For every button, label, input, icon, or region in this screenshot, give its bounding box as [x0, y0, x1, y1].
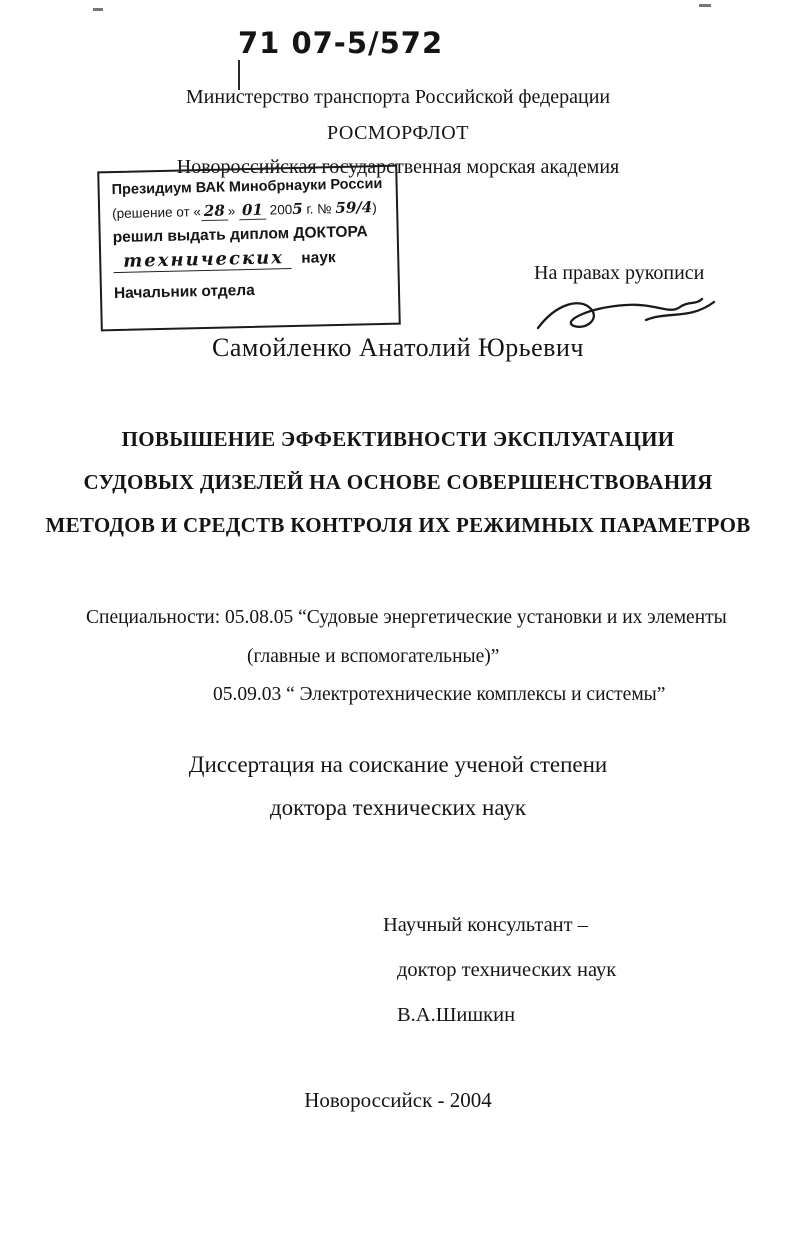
consultant-role: Научный консультант – [383, 914, 588, 936]
title-line-3: МЕТОДОВ И СРЕДСТВ КОНТРОЛЯ ИХ РЕЖИМНЫХ ПАРАМЕТРОВ [45, 513, 751, 537]
organization-line: РОСМОРФЛОТ [327, 122, 469, 144]
stamp-resolution-line: решил выдать диплом ДОКТОРА [112, 223, 368, 247]
handwritten-day: 28 [201, 201, 228, 221]
manuscript-rights-note: На правах рукописи [534, 262, 705, 284]
handwritten-month: 01 [239, 201, 266, 221]
specialty-line-3: 05.09.03 “ Электротехнические комплексы и системы” [213, 684, 666, 705]
consultant-degree: доктор технических наук [397, 959, 617, 981]
stamp-field-line: технических наук [113, 245, 389, 273]
consultant-block [383, 903, 616, 1038]
stamp-official-line: Начальник отдела [113, 281, 255, 303]
specialty-line-2: (главные и вспомогательные)” [247, 646, 500, 667]
ministry-line: Министерство транспорта Российской федерации [185, 86, 611, 108]
title-line-2: СУДОВЫХ ДИЗЕЛЕЙ НА ОСНОВЕ СОВЕРШЕНСТВОВАНИЯ [83, 470, 713, 494]
dissertation-statement-line-2: доктора технических наук [269, 795, 527, 820]
stamp-authority-line: Президиум ВАК Минобрнауки России [111, 175, 383, 199]
scan-artifact [699, 4, 711, 7]
academy-line: Новороссийская государственная морская академия [176, 156, 620, 178]
handwritten-number: 59/4 [335, 198, 373, 218]
catalog-number: 71 07-5/572 [238, 26, 444, 60]
author-name: Самойленко Анатолий Юрьевич [212, 333, 584, 362]
title-line-1: ПОВЫШЕНИЕ ЭФФЕКТИВНОСТИ ЭКСПЛУАТАЦИИ [121, 427, 675, 451]
scan-artifact [93, 8, 103, 11]
stamp-decision-line: (решение от « 28 » 01 2005 г. № 59/4) [112, 198, 377, 222]
dissertation-title [0, 418, 796, 547]
specialty-line-1: Специальности: 05.08.05 “Судовые энергетические установки и их элементы [86, 607, 727, 628]
signature [528, 284, 723, 340]
vak-approval-stamp [97, 165, 401, 332]
handwritten-field: технических [113, 247, 291, 273]
city-year-line: Новороссийск - 2004 [304, 1088, 492, 1112]
handwritten-year-digit: 5 [292, 199, 303, 219]
consultant-name: В.А.Шишкин [397, 1004, 516, 1026]
dissertation-statement-line-1: Диссертация на соискание ученой степени [188, 752, 608, 777]
